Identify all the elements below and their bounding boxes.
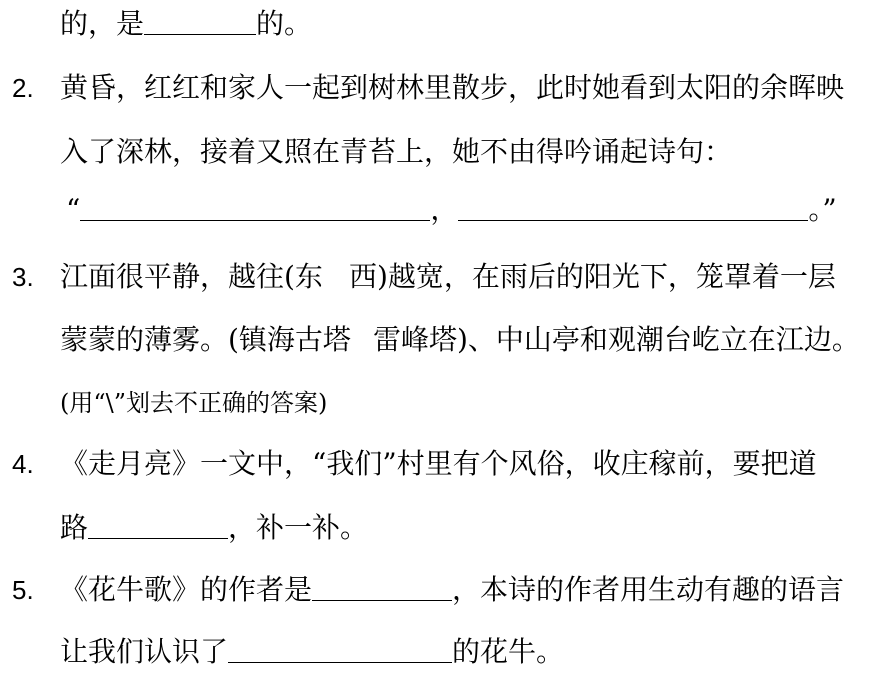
- q2-answer-blank-2[interactable]: [458, 190, 808, 221]
- q1-text-a: 的，是: [60, 7, 145, 40]
- q4-number: 4.: [12, 449, 34, 479]
- q3-number: 3.: [12, 262, 34, 292]
- q5-line-1: [60, 570, 844, 610]
- q4-line-2-a: 路: [60, 511, 89, 544]
- q3-line-2: [60, 320, 860, 360]
- q3-line-2-a: 蒙蒙的薄雾。(镇海古塔: [60, 323, 351, 356]
- q3-line-1: [60, 257, 836, 297]
- q5-line-2: [60, 632, 564, 672]
- q3-line-2-b: 雷峰塔)、中山亭和观潮台屹立在江边。: [372, 323, 860, 356]
- q5-line-2-b: 的花牛。: [452, 635, 565, 668]
- q4-line-2: [60, 508, 368, 548]
- q2-line-1: 黄昏，红红和家人一起到树林里散步，此时她看到太阳的余晖映: [60, 71, 845, 104]
- q4-answer-blank[interactable]: [88, 508, 228, 539]
- q5-number: 5.: [12, 575, 34, 605]
- q1-text-b: 的。: [256, 7, 313, 40]
- q5-line-2-a: 让我们认识了: [60, 635, 229, 668]
- q2-answer-blank-1[interactable]: [80, 190, 430, 221]
- q2-comma: ，: [430, 193, 459, 226]
- q2-line-2: 入了深林，接着又照在青苔上，她不由得吟诵起诗句：: [60, 135, 733, 168]
- q5-answer-blank-1[interactable]: [312, 570, 452, 601]
- q5-answer-blank-2[interactable]: [228, 632, 452, 663]
- q3-line-1-b: 西)越宽，在雨后的阳光下，笼罩着一层: [348, 260, 836, 293]
- q2-number: 2.: [12, 73, 34, 103]
- q2-close-quote: 。”: [808, 193, 837, 226]
- q2-open-quote: “: [66, 193, 81, 226]
- q5-line-1-b: ，本诗的作者用生动有趣的语言: [452, 573, 845, 606]
- q1-answer-blank[interactable]: [144, 4, 256, 35]
- q5-line-1-a: 《花牛歌》的作者是: [60, 573, 313, 606]
- q3-line-1-a: 江面很平静，越往(东: [60, 260, 323, 293]
- q3-instruction: (用“\”划去不正确的答案): [60, 389, 328, 417]
- q4-line-2-b: ，补一补。: [228, 511, 369, 544]
- q2-answer-line: [66, 190, 837, 230]
- q4-line-1: 《走月亮》一文中，“我们”村里有个风俗，收庄稼前，要把道: [60, 447, 817, 480]
- q1-tail-line: [60, 4, 312, 44]
